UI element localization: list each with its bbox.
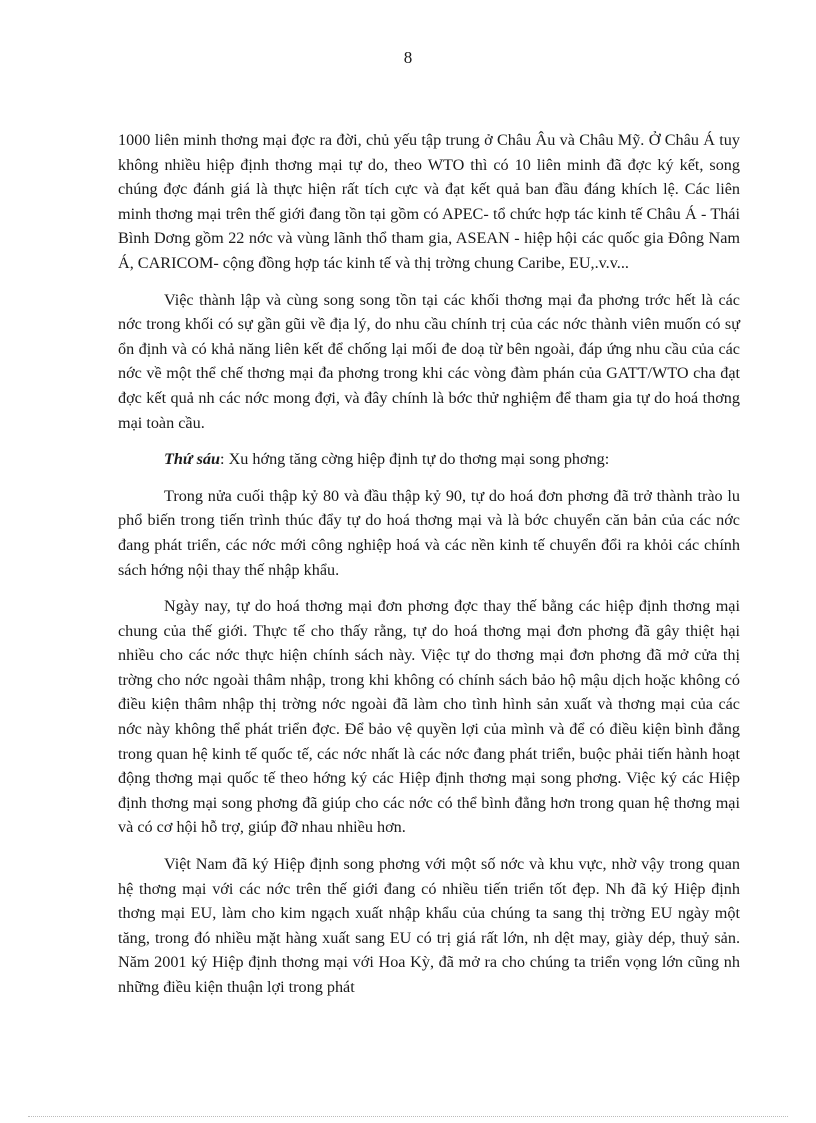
- section-heading: [118, 447, 740, 472]
- paragraph-unilateral-liberalization: Trong nửa cuối thập kỷ 80 và đầu thập kỷ 90, tự do hoá đơn phơng đã trở thành trào lu phổ biến trong tiến trình thúc đẩy tự do hoá thơng mại và là bớc chuyển căn bản của các nớc đang phát triển, các nớc mới công nghiệp hoá và các nền kinh tế chuyển đổi ra khỏi các chính sách hớng nội thay thế nhập khẩu.: [118, 486, 740, 579]
- page-number: 8: [403, 48, 413, 67]
- section-heading-label: Thứ sáu: [164, 450, 221, 469]
- paragraph-vietnam-agreements: Việt Nam đã ký Hiệp định song phơng với một số nớc và khu vực, nhờ vậy trong quan hệ thơng mại với các nớc trên thế giới đang có nhiều tiến triển tốt đẹp. Nh đã ký Hiệp định thơng mại EU, làm cho kim ngạch xuất nhập khẩu của chúng ta sang thị trờng EU ngày một tăng, trong đó nhiều mặt hàng xuất sang EU có trị giá rất lớn, nh dệt may, giày dép, thuỷ sản. Năm 2001 ký Hiệp định thơng mại với Hoa Kỳ, đã mở ra cho chúng ta triển vọng lớn cũng nh những điều kiện thuận lợi trong phát: [118, 855, 740, 996]
- paragraph-alliances-overview: 1000 liên minh thơng mại đợc ra đời, chủ yếu tập trung ở Châu Âu và Châu Mỹ. Ở Châu Á tuy không nhiều hiệp định thơng mại tự do, theo WTO thì có 10 liên minh đã đợc ký kết, song chúng đợc đánh giá là thực hiện rất tích cực và đạt kết quả ban đầu đáng khích lệ. Các liên minh thơng mại trên thế giới đang tồn tại gồm có APEC- tổ chức hợp tác kinh tế Châu Á - Thái Bình Dơng gồm 22 nớc và vùng lãnh thổ tham gia, ASEAN - hiệp hội các quốc gia Đông Nam Á, CARICOM- cộng đồng hợp tác kinh tế và thị trờng chung Caribe, EU,.v.v...: [118, 131, 740, 272]
- section-heading-title: : Xu hớng tăng cờng hiệp định tự do thơng mại song phơng:: [220, 450, 610, 469]
- paragraph-multilateral-blocs: Việc thành lập và cùng song song tồn tại các khối thơng mại đa phơng trớc hết là các nớc trong khối có sự gần gũi về địa lý, do nhu cầu chính trị của các nớc thành viên muốn có sự ổn định và có khả năng liên kết để chống lại mối đe doạ từ bên ngoài, đáp ứng nhu cầu của các nớc về một thể chế thơng mại đa phơng trong khi các vòng đàm phán của GATT/WTO cha đạt đợc kết quả nh các nớc mong đợi, và đây chính là bớc thử nghiệm để tham gia tự do hoá thơng mại toàn cầu.: [118, 290, 740, 432]
- paragraph-bilateral-agreements: Ngày nay, tự do hoá thơng mại đơn phơng đợc thay thế bằng các hiệp định thơng mại chung của thế giới. Thực tế cho thấy rằng, tự do hoá thơng mại đơn phơng đã gây thiệt hại nhiều cho các nớc thực hiện chính sách này. Việc tự do thơng mại đơn phơng đã mở cửa thị trờng cho nớc ngoài thâm nhập, trong khi không có chính sách bảo hộ mậu dịch hoặc không có điều kiện thâm nhập thị trờng nớc ngoài đã làm cho tình hình sản xuất và thơng mại của các nớc này không thể phát triển đợc. Để bảo vệ quyền lợi của mình và để có điều kiện bình đẳng trong quan hệ kinh tế quốc tế, các nớc nhất là các nớc đang phát triển, buộc phải tiến hành hoạt động thơng mại quốc tế theo hớng ký các Hiệp định thơng mại song phơng. Việc ký các Hiệp định thơng mại song phơng đã giúp cho các nớc có thể bình đẳng hơn trong quan hệ thơng mại và có cơ hội hỗ trợ, giúp đỡ nhau nhiều hơn.: [118, 597, 740, 837]
- page-bottom-rule: [28, 1116, 788, 1117]
- document-body: [118, 128, 740, 1012]
